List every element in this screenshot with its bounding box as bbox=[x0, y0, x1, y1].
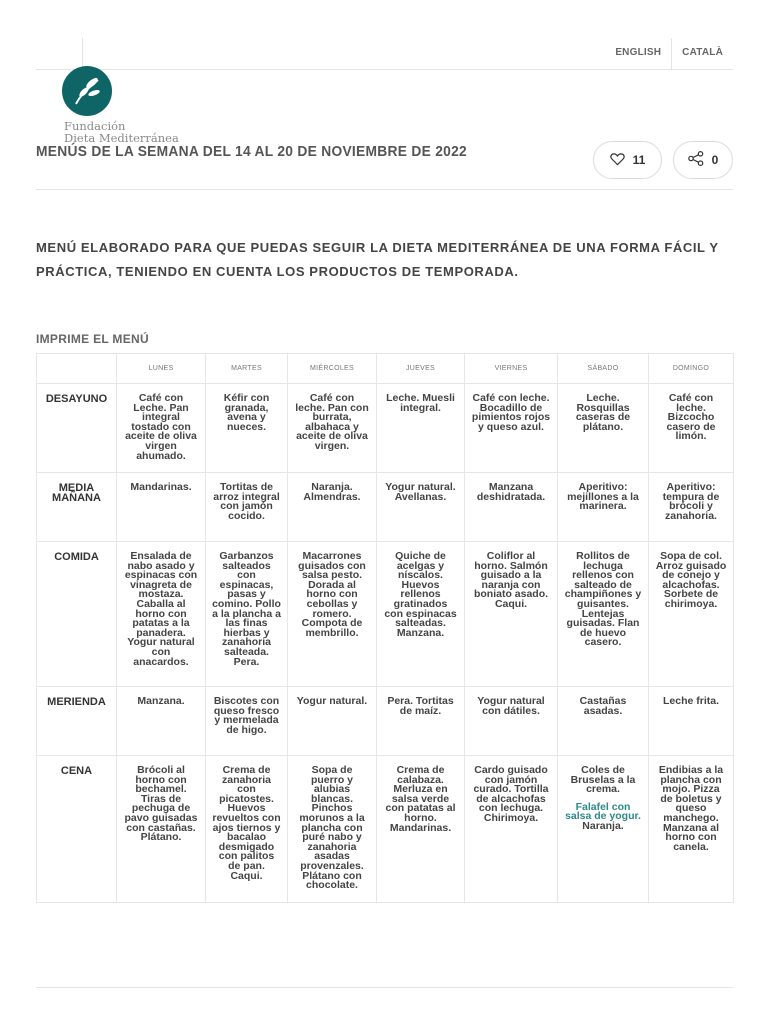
day-header: DOMINGO bbox=[649, 354, 734, 384]
olive-leaf-icon bbox=[62, 66, 112, 116]
menu-cell: Tortitas de arroz integral con jamón cocido. bbox=[206, 473, 288, 542]
day-header: MARTES bbox=[206, 354, 288, 384]
header-strip bbox=[36, 143, 733, 190]
menu-cell: Yogur natural. bbox=[288, 687, 377, 756]
meal-label: COMIDA bbox=[37, 542, 117, 687]
menu-cell: Leche. Rosquillas caseras de plátano. bbox=[558, 384, 649, 473]
day-header: MIÉRCOLES bbox=[288, 354, 377, 384]
menu-cell: Macarrones guisados con salsa pesto. Dorada al horno con cebollas y romero. Compota de membrillo. bbox=[288, 542, 377, 687]
menu-cell: Garbanzos salteados con espinacas, pasas y comino. Pollo a la plancha a las finas hierbas y zanahoria salteada. Pera. bbox=[206, 542, 288, 687]
share-icon bbox=[688, 151, 704, 169]
share-count: 0 bbox=[711, 153, 719, 167]
table-row bbox=[37, 542, 734, 687]
table-row bbox=[37, 473, 734, 542]
saturday-dinner-text: Coles de Bruselas a la crema. bbox=[570, 764, 636, 796]
menu-cell: Leche frita. bbox=[649, 687, 734, 756]
menu-cell: Crema de zanahoria con picatostes. Huevos revueltos con ajos tiernos y bacalao desmigado con palitos de pan. Caqui. bbox=[206, 756, 288, 903]
day-header: SÁBADO bbox=[558, 354, 649, 384]
menu-cell: Café con leche. Pan con burrata, albahaca y aceite de oliva virgen. bbox=[288, 384, 377, 473]
meal-label: MERIENDA bbox=[37, 687, 117, 756]
meal-label: DESAYUNO bbox=[37, 384, 117, 473]
menu-cell: Endibias a la plancha con mojo. Pizza de boletus y queso manchego. Manzana al horno con canela. bbox=[649, 756, 734, 903]
table-row bbox=[37, 384, 734, 473]
menu-cell: Kéfir con granada, avena y nueces. bbox=[206, 384, 288, 473]
menu-cell: Rollitos de lechuga rellenos con salteado de champiñones y guisantes. Lentejas guisadas. Flan de huevo casero. bbox=[558, 542, 649, 687]
meal-label: CENA bbox=[37, 756, 117, 903]
menu-cell: Café con leche. Bizcocho casero de limón. bbox=[649, 384, 734, 473]
menu-cell: Café con Leche. Pan integral tostado con aceite de oliva virgen ahumado. bbox=[117, 384, 206, 473]
menu-cell: Aperitivo: tempura de brócoli y zanahoria. bbox=[649, 473, 734, 542]
menu-cell bbox=[558, 756, 649, 903]
menu-cell: Mandarinas. bbox=[117, 473, 206, 542]
menu-cell: Aperitivo: mejillones a la marinera. bbox=[558, 473, 649, 542]
menu-cell: Castañas asadas. bbox=[558, 687, 649, 756]
menu-cell: Leche. Muesli integral. bbox=[377, 384, 465, 473]
menu-cell: Sopa de puerro y alubias blancas. Pinchos morunos a la plancha con puré nabo y zanahoria asadas provenzales. Plátano con chocolate. bbox=[288, 756, 377, 903]
logo-line-1: Fundación bbox=[64, 119, 126, 133]
intro-text: MENÚ ELABORADO PARA QUE PUEDAS SEGUIR LA DIETA MEDITERRÁNEA DE UNA FORMA FÁCIL Y PRÁCTICA, TENIENDO EN CUENTA LOS PRODUCTOS DE TEMPORADA. bbox=[36, 240, 719, 279]
site-logo[interactable] bbox=[62, 66, 182, 146]
menu-cell: Brócoli al horno con bechamel. Tiras de pechuga de pavo guisadas con castañas. Plátano. bbox=[117, 756, 206, 903]
menu-cell: Crema de calabaza. Merluza en salsa verde con patatas al horno. Mandarinas. bbox=[377, 756, 465, 903]
share-button[interactable] bbox=[673, 141, 733, 179]
menu-cell: Yogur natural con dátiles. bbox=[465, 687, 558, 756]
menu-cell: Café con leche. Bocadillo de pimientos rojos y queso azul. bbox=[465, 384, 558, 473]
language-english[interactable]: ENGLISH bbox=[615, 47, 662, 58]
menu-cell: Quiche de acelgas y níscalos. Huevos rellenos gratinados con espinacas salteadas. Manzana. bbox=[377, 542, 465, 687]
menu-cell: Manzana. bbox=[117, 687, 206, 756]
menu-cell: Pera. Tortitas de maíz. bbox=[377, 687, 465, 756]
day-header: JUEVES bbox=[377, 354, 465, 384]
day-header: LUNES bbox=[117, 354, 206, 384]
menu-cell: Cardo guisado con jamón curado. Tortilla de alcachofas con lechuga. Chirimoya. bbox=[465, 756, 558, 903]
menu-cell: Naranja. Almendras. bbox=[288, 473, 377, 542]
meal-label: MEDIA MAÑANA bbox=[37, 473, 117, 542]
menu-cell: Biscotes con queso fresco y mermelada de higo. bbox=[206, 687, 288, 756]
table-header-row bbox=[37, 354, 734, 384]
falafel-recipe-link[interactable]: Falafel con salsa de yogur. bbox=[565, 800, 641, 823]
like-count: 11 bbox=[632, 153, 646, 167]
menu-cell: Manzana deshidratada. bbox=[465, 473, 558, 542]
logo-text bbox=[64, 120, 179, 144]
print-menu-link[interactable]: IMPRIME EL MENÚ bbox=[36, 332, 149, 346]
menu-cell: Sopa de col. Arroz guisado de conejo y alcachofas. Sorbete de chirimoya. bbox=[649, 542, 734, 687]
table-row bbox=[37, 756, 734, 903]
menu-cell: Ensalada de nabo asado y espinacas con vinagreta de mostaza. Caballa al horno con patatas a la panadera. Yogur natural con anacardos. bbox=[117, 542, 206, 687]
menu-cell: Yogur natural. Avellanas. bbox=[377, 473, 465, 542]
like-button[interactable] bbox=[593, 141, 662, 179]
day-header: VIERNES bbox=[465, 354, 558, 384]
language-catala[interactable]: CATALÀ bbox=[671, 38, 733, 70]
corner-cell bbox=[37, 354, 117, 384]
footer-divider bbox=[36, 987, 733, 988]
table-row bbox=[37, 687, 734, 756]
logo-line-2: Dieta Mediterránea bbox=[64, 131, 179, 145]
heart-icon bbox=[610, 152, 625, 169]
menu-cell: Coliflor al horno. Salmón guisado a la naranja con boniato asado. Caqui. bbox=[465, 542, 558, 687]
language-switcher bbox=[605, 38, 733, 70]
page-title: MENÚS DE LA SEMANA DEL 14 AL 20 DE NOVIEMBRE DE 2022 bbox=[36, 143, 468, 160]
saturday-dinner-tail: Naranja. bbox=[582, 819, 624, 832]
weekly-menu-table bbox=[36, 353, 734, 903]
